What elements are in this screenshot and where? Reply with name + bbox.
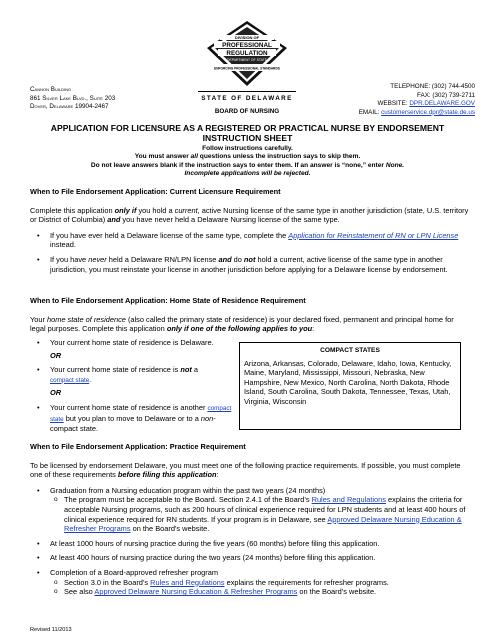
text: not	[180, 365, 192, 375]
intro-instructions	[20, 145, 475, 179]
email-link[interactable]: customerservice.dpr@state.de.us	[381, 108, 475, 116]
text: explains the criteria for acceptable Nursing programs, such as 200 hours of clinical experience required for LPN students and at least 400 hours of clinical experience required for RN students. If your program is in Delaware, see	[64, 495, 466, 524]
or-separator: OR	[50, 350, 62, 360]
sub-list-item	[64, 495, 470, 533]
approved-programs-link[interactable]: Approved Delaware Nursing Education & Refresher Programs	[64, 514, 462, 534]
rules-regulations-link[interactable]: Rules and Regulations	[150, 577, 225, 587]
text: on the Board’s website.	[297, 587, 377, 597]
text: on the Board’s website.	[130, 524, 210, 534]
text: Completion of a Board-approved refresher program	[50, 567, 219, 577]
compact-state-link[interactable]: compact state	[50, 404, 232, 423]
text: Your current home state of residence is another	[50, 402, 208, 412]
intro-line	[20, 170, 475, 178]
text: None.	[385, 161, 405, 169]
bullet-list	[30, 486, 470, 597]
or-separator: OR	[50, 388, 62, 398]
svg-text:REGULATION: REGULATION	[226, 50, 268, 57]
text: See also	[64, 587, 95, 597]
board-name: BOARD OF NURSING	[214, 108, 280, 115]
text: You must answer	[134, 153, 191, 161]
website-line	[359, 100, 475, 109]
section-practice	[30, 442, 470, 602]
approved-programs-link[interactable]: Approved Delaware Nursing Education & Refresher Programs	[94, 587, 298, 597]
text: Your current home state of residence is	[50, 365, 181, 375]
text: hold a current, active license of the same type in another jurisdiction, you must reinstate your license in another jurisdiction before applying for a Delaware license by endorsement.	[50, 254, 448, 274]
intro-line: Follow instructions carefully.	[202, 145, 293, 152]
text: The program must be acceptable to the Board. Section 2.4.1 of the Board’s	[64, 495, 312, 505]
text: home state of residence	[47, 314, 126, 324]
email-label: EMAIL:	[358, 108, 380, 116]
svg-text:DEPARTMENT OF STATE: DEPARTMENT OF STATE	[227, 58, 267, 62]
contact-info	[359, 83, 475, 117]
paragraph	[30, 461, 470, 480]
text: only if one of the following applies to you	[166, 324, 313, 334]
list-item	[50, 255, 470, 274]
text: all	[190, 153, 198, 161]
text: Section 3.0 in the Board’s	[64, 577, 151, 587]
division-of-professional-regulation-seal	[204, 20, 290, 88]
bullet-list	[30, 403, 240, 434]
bullet-list	[30, 231, 470, 274]
list-item	[50, 231, 470, 250]
list-item	[50, 568, 470, 597]
text: questions unless the instruction says to skip them.	[197, 153, 361, 161]
text: instead.	[50, 240, 76, 250]
text: but you plan to move to Delaware or to a	[63, 413, 201, 423]
text: held a Delaware RN/LPN license	[106, 254, 219, 264]
text: and	[107, 215, 121, 225]
section-heading: When to File Endorsement Application: Practice Requirement	[30, 442, 246, 451]
text: :	[312, 324, 315, 334]
compact-states-box	[239, 342, 461, 430]
text: you have never held a Delaware Nursing license of the same type.	[120, 215, 340, 225]
document-title	[20, 123, 475, 143]
compact-state-link[interactable]: compact state	[50, 376, 90, 384]
text: Do not leave answers blank if the instruction says to enter them. If an answer is “none,” enter	[90, 161, 386, 169]
list-item: • At least 400 hours of nursing practice during the two years (24 months) before filing this application.	[50, 553, 470, 563]
email-line	[359, 109, 475, 118]
bullet-list	[30, 365, 240, 385]
text: If you have	[50, 254, 89, 264]
intro-line	[20, 153, 475, 161]
sub-list	[50, 578, 470, 597]
paragraph	[30, 206, 470, 225]
text: .	[89, 376, 91, 384]
sub-list	[50, 495, 470, 533]
sub-list-item	[64, 587, 470, 597]
address-line: Dover, Delaware 19904-2467	[30, 103, 109, 111]
website-label: WEBSITE:	[377, 100, 408, 108]
svg-text:DIVISION OF: DIVISION OF	[234, 35, 260, 40]
header-divider	[198, 91, 296, 92]
section-heading: When to File Endorsement Application: Current Licensure Requirement	[30, 187, 281, 196]
list-item: • Your current home state of residence is Delaware.	[50, 338, 240, 348]
compact-states-list: Arizona, Arkansas, Colorado, Delaware, Idaho, Iowa, Kentucky, Maine, Maryland, Mississippi, Missouri, Nebraska, New Hampshire, New Mexico, North Carolina, North Dakota, Rhode Island, South Carolina, South Dakota, Tennessee, Texas, Utah, Virginia, Wisconsin	[244, 358, 452, 406]
list-item	[50, 486, 470, 534]
text: not	[243, 254, 256, 264]
address-line: 861 Silver Lake Blvd., Suite 203	[30, 94, 116, 102]
address-line: Cannon Building	[30, 86, 72, 93]
bullet-list	[30, 338, 240, 348]
compact-states-title: COMPACT STATES	[320, 347, 380, 354]
text: current	[174, 205, 198, 215]
title-main: APPLICATION FOR LICENSURE AS A REGISTERED OR PRACTICAL NURSE BY ENDORSEMENT	[50, 123, 445, 133]
text: a	[191, 365, 199, 375]
text: , active Nursing license of the same type in another jurisdiction (state, U.S. territory or District of Columbia)	[30, 205, 469, 225]
office-address	[30, 86, 115, 112]
list-item: • At least 1000 hours of nursing practice during the five years (60 months) before filing this application.	[50, 539, 470, 549]
text: Incomplete applications will be rejected.	[184, 170, 311, 178]
text: Graduation from a Nursing education program within the past two years (24 months)	[50, 485, 326, 495]
svg-text:ENFORCING PROFESSIONAL STANDAR: ENFORCING PROFESSIONAL STANDARDS	[214, 66, 280, 71]
website-link[interactable]: DPR.DELAWARE.GOV	[409, 100, 475, 108]
sub-list-item	[64, 578, 470, 588]
text: you hold a	[136, 205, 175, 215]
telephone: TELEPHONE: (302) 744-4500	[390, 83, 475, 90]
list-item	[50, 403, 240, 434]
residence-options	[30, 338, 240, 439]
section-current-licensure	[30, 187, 470, 279]
text: before filing this application	[117, 470, 217, 480]
text: never	[88, 254, 107, 264]
reinstatement-application-link[interactable]: Application for Reinstatement of RN or LPN License	[288, 230, 459, 240]
state-name: STATE OF DELAWARE	[201, 95, 293, 102]
svg-text:PROFESSIONAL: PROFESSIONAL	[222, 42, 272, 49]
text: and	[218, 254, 232, 264]
text: (also called the primary state of residence) is your declared fixed, permanent and principal home for legal purposes. Complete this application	[30, 314, 454, 334]
text: explains the requirements for refresher programs.	[224, 577, 389, 587]
list-item	[50, 365, 240, 385]
text: non	[200, 413, 214, 423]
text: Your	[30, 314, 47, 324]
revision-date: Revised 11/2013	[30, 627, 72, 633]
text: only if	[114, 205, 137, 215]
rules-regulations-link[interactable]: Rules and Regulations	[311, 495, 386, 505]
fax: FAX: (302) 739-2711	[417, 91, 475, 99]
text: Complete this application	[30, 205, 115, 215]
title-sub: INSTRUCTION SHEET	[202, 133, 293, 143]
text: -compact state.	[50, 413, 216, 434]
paragraph	[30, 315, 470, 334]
text: :	[216, 470, 219, 480]
section-home-state	[30, 296, 470, 334]
text: do	[231, 254, 244, 264]
text: If you have ever held a Delaware license of the same type, complete the	[50, 230, 289, 240]
section-heading: When to File Endorsement Application: Home State of Residence Requirement	[30, 296, 306, 305]
intro-line	[20, 162, 475, 170]
text: To be licensed by endorsement Delaware, you must meet one of the following practice requirements. If possible, you must complete one of these requirements	[30, 460, 461, 480]
